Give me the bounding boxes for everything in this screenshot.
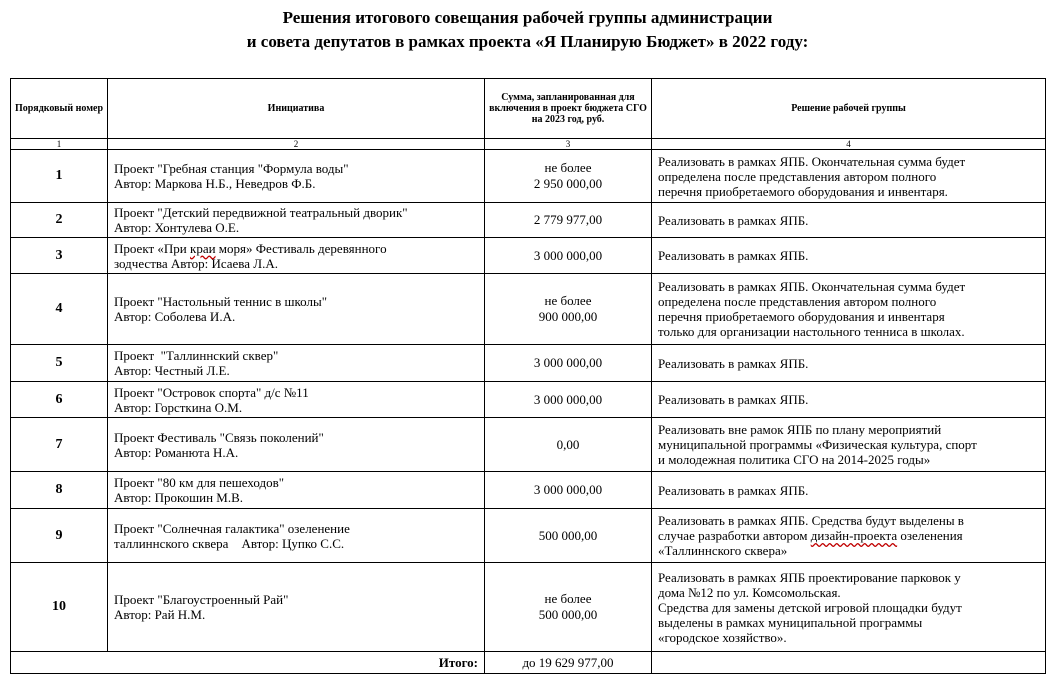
row-decision bbox=[652, 563, 1046, 652]
header-num: Порядковый номер bbox=[11, 79, 108, 139]
col-number-3: 3 bbox=[485, 139, 652, 150]
table-row bbox=[11, 203, 1046, 238]
initiative-author: Автор: Честный Л.Е. bbox=[114, 363, 230, 378]
row-initiative bbox=[108, 274, 485, 345]
initiative-author: Автор: Соболева И.А. bbox=[114, 309, 236, 324]
decision-line: Реализовать в рамках ЯПБ. Окончательная сумма будет bbox=[658, 153, 966, 169]
initiative-author: Автор: Горсткина О.М. bbox=[114, 399, 243, 415]
decision-line: случае разработки автором дизайн-проекта озеленения bbox=[658, 528, 963, 543]
row-number: 10 bbox=[11, 563, 108, 652]
row-decision bbox=[652, 274, 1046, 345]
row-sum bbox=[485, 418, 652, 472]
row-decision bbox=[652, 238, 1046, 274]
row-number: 8 bbox=[11, 472, 108, 509]
title-line-1: Решения итогового совещания рабочей группы администрации bbox=[282, 8, 773, 27]
row-decision bbox=[652, 382, 1046, 418]
initiative-author: зодчества Автор: Исаева Л.А. bbox=[114, 255, 278, 271]
sum-line: не более bbox=[544, 160, 592, 175]
row-number: 1 bbox=[11, 150, 108, 203]
decision-line: Реализовать в рамках ЯПБ. bbox=[658, 212, 809, 228]
spellcheck-underline: дизайн-проекта bbox=[810, 528, 898, 543]
decision-line: определена после представления автором полного bbox=[658, 168, 937, 184]
decision-line: и молодежная политика СГО на 2014-2025 годы» bbox=[658, 452, 931, 467]
total-label: Итого: bbox=[11, 652, 485, 674]
table-row bbox=[11, 382, 1046, 418]
initiative-line: Проект "Гребная станция "Формула воды" bbox=[114, 161, 349, 176]
sum-line: 500 000,00 bbox=[538, 527, 598, 543]
row-decision bbox=[652, 472, 1046, 509]
sum-line: 3 000 000,00 bbox=[533, 482, 603, 497]
initiative-line: Проект Фестиваль "Связь поколений" bbox=[114, 429, 324, 445]
decision-line: Реализовать в рамках ЯПБ проектирование парковок у bbox=[658, 569, 961, 585]
row-sum bbox=[485, 203, 652, 238]
header-initiative: Инициатива bbox=[108, 79, 485, 139]
row-initiative bbox=[108, 238, 485, 274]
row-number: 9 bbox=[11, 509, 108, 563]
col-number-2: 2 bbox=[108, 139, 485, 150]
initiative-author: Автор: Романюта Н.А. bbox=[114, 444, 239, 460]
document-title bbox=[0, 0, 1055, 54]
table-row bbox=[11, 472, 1046, 509]
decisions-table bbox=[10, 78, 1046, 674]
initiative-line: Проект "Солнечная галактика" озеленение bbox=[114, 520, 350, 536]
decision-line: Реализовать в рамках ЯПБ. Окончательная сумма будет bbox=[658, 279, 966, 294]
initiative-line: Проект "Таллиннский сквер" bbox=[114, 348, 279, 363]
row-number: 2 bbox=[11, 203, 108, 238]
row-sum bbox=[485, 382, 652, 418]
col-number-4: 4 bbox=[652, 139, 1046, 150]
initiative-author: таллиннского сквера Автор: Цупко С.С. bbox=[114, 535, 345, 551]
table-row bbox=[11, 418, 1046, 472]
initiative-line: Проект "Детский передвижной театральный дворик" bbox=[114, 205, 408, 220]
initiative-line: Проект "Островок спорта" д/с №11 bbox=[114, 384, 309, 400]
sum-line: 2 779 977,00 bbox=[533, 212, 603, 227]
decision-line: определена после представления автором полного bbox=[658, 294, 937, 309]
row-decision bbox=[652, 150, 1046, 203]
header-row bbox=[11, 79, 1046, 139]
row-initiative bbox=[108, 563, 485, 652]
decision-line: перечня приобретаемого оборудования и инвентаря. bbox=[658, 183, 948, 199]
decision-line: только для организации настольного тенниса в школах. bbox=[658, 324, 965, 339]
total-value: до 19 629 977,00 bbox=[485, 652, 652, 674]
header-sum: Сумма, запланированная для включения в проект бюджета СГО на 2023 год, руб. bbox=[485, 79, 652, 139]
row-number: 7 bbox=[11, 418, 108, 472]
table-row bbox=[11, 150, 1046, 203]
initiative-line: Проект "Благоустроенный Рай" bbox=[114, 592, 289, 607]
row-initiative bbox=[108, 203, 485, 238]
sum-line: 3 000 000,00 bbox=[533, 355, 603, 370]
row-sum bbox=[485, 509, 652, 563]
decision-line: Реализовать в рамках ЯПБ. bbox=[658, 392, 809, 407]
decision-line: Реализовать вне рамок ЯПБ по плану мероприятий bbox=[658, 422, 942, 437]
row-number: 3 bbox=[11, 238, 108, 274]
initiative-line: Проект "80 км для пешеходов" bbox=[114, 475, 285, 490]
decision-line: выделены в рамках муниципальной программы bbox=[658, 614, 923, 630]
decision-line: Реализовать в рамках ЯПБ. bbox=[658, 355, 809, 371]
row-decision bbox=[652, 509, 1046, 563]
decision-line: «городское хозяйство». bbox=[658, 629, 787, 645]
row-decision bbox=[652, 203, 1046, 238]
row-initiative bbox=[108, 382, 485, 418]
row-decision bbox=[652, 418, 1046, 472]
row-decision bbox=[652, 345, 1046, 382]
decision-line: муниципальной программы «Физическая культура, спорт bbox=[658, 437, 977, 452]
total-row bbox=[11, 652, 1046, 674]
decision-line: Средства для замены детской игровой площадки будут bbox=[658, 599, 962, 615]
col-number-1: 1 bbox=[11, 139, 108, 150]
decision-line: «Таллиннского сквера» bbox=[658, 543, 788, 558]
table-row bbox=[11, 563, 1046, 652]
decision-line: Реализовать в рамках ЯПБ. bbox=[658, 482, 809, 498]
decision-line: дома №12 по ул. Комсомольская. bbox=[658, 584, 841, 600]
row-initiative bbox=[108, 509, 485, 563]
row-sum bbox=[485, 274, 652, 345]
sum-line: 2 950 000,00 bbox=[533, 176, 603, 191]
initiative-author: Автор: Маркова Н.Б., Неведров Ф.Б. bbox=[114, 176, 316, 191]
spellcheck-underline: краи bbox=[190, 240, 216, 256]
table-row bbox=[11, 345, 1046, 382]
title-line-2: и совета депутатов в рамках проекта «Я Планирую Бюджет» в 2022 году: bbox=[246, 32, 809, 51]
sum-line: 500 000,00 bbox=[538, 607, 598, 622]
initiative-author: Автор: Прокошин М.В. bbox=[114, 490, 244, 505]
table-row bbox=[11, 509, 1046, 563]
total-decision-empty bbox=[652, 652, 1046, 674]
header-decision: Решение рабочей группы bbox=[652, 79, 1046, 139]
decision-line: Реализовать в рамках ЯПБ. Средства будут выделены в bbox=[658, 513, 964, 528]
decision-line: Реализовать в рамках ЯПБ. bbox=[658, 248, 809, 263]
row-sum bbox=[485, 563, 652, 652]
row-number: 5 bbox=[11, 345, 108, 382]
decision-line: перечня приобретаемого оборудования и инвентаря bbox=[658, 309, 945, 324]
sum-line: 0,00 bbox=[556, 436, 580, 452]
row-initiative bbox=[108, 472, 485, 509]
initiative-line: Проект «При краи моря» Фестиваль деревянного bbox=[114, 240, 387, 256]
table-row bbox=[11, 238, 1046, 274]
sum-line: 900 000,00 bbox=[538, 309, 598, 324]
row-initiative bbox=[108, 150, 485, 203]
sum-line: 3 000 000,00 bbox=[533, 391, 603, 407]
sum-line: не более bbox=[544, 591, 592, 606]
column-number-row bbox=[11, 139, 1046, 150]
sum-line: 3 000 000,00 bbox=[533, 247, 603, 263]
table-row bbox=[11, 274, 1046, 345]
row-sum bbox=[485, 472, 652, 509]
row-number: 4 bbox=[11, 274, 108, 345]
row-sum bbox=[485, 150, 652, 203]
initiative-author: Автор: Хонтулева О.Е. bbox=[114, 220, 240, 235]
sum-line: не более bbox=[544, 293, 592, 308]
row-sum bbox=[485, 238, 652, 274]
initiative-author: Автор: Рай Н.М. bbox=[114, 607, 206, 622]
row-initiative bbox=[108, 418, 485, 472]
row-sum bbox=[485, 345, 652, 382]
row-initiative bbox=[108, 345, 485, 382]
initiative-line: Проект "Настольный теннис в школы" bbox=[114, 294, 328, 309]
row-number: 6 bbox=[11, 382, 108, 418]
